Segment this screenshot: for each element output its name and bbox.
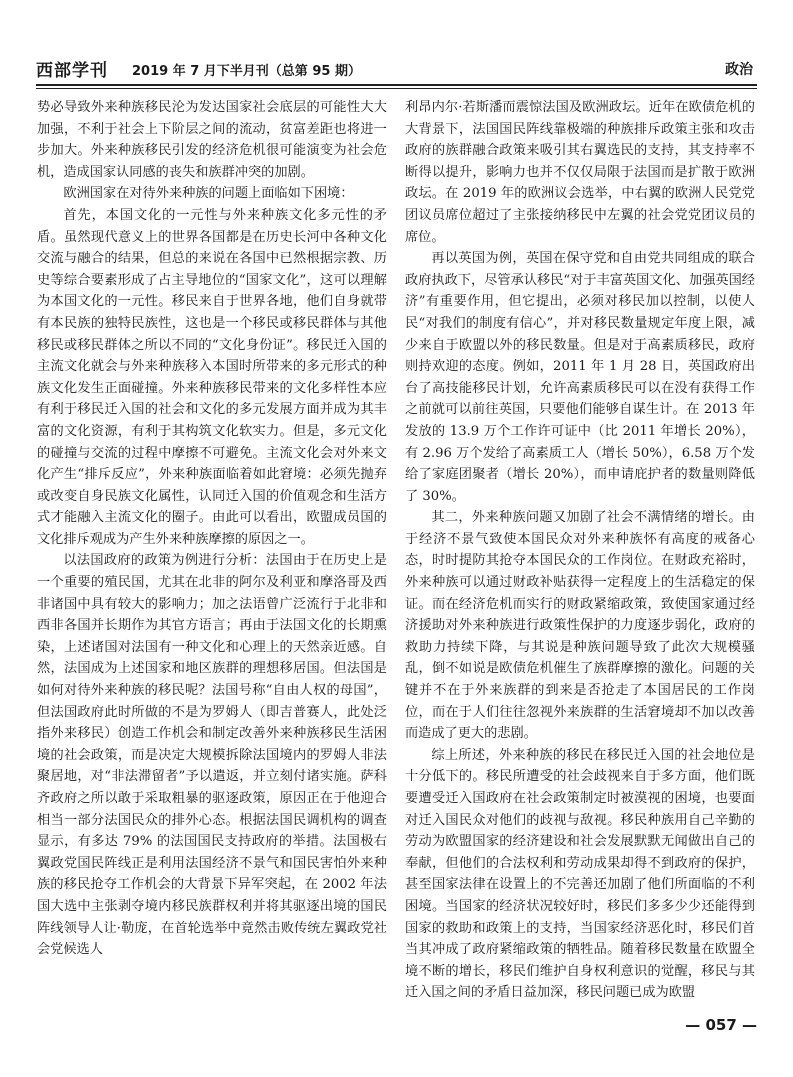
paragraph: 势必导致外来种族移民沦为发达国家社会底层的可能性大大加强，不利于社会上下阶层之间的流动，贫富差距也将进一步加大。外来种族移民引发的经济危机很可能演变为社会危机，造成国家认同感的丧失和族群冲突的加剧。 [37,100,387,180]
paragraph: 再以英国为例，英国在保守党和自由党共同组成的联合政府执政下，尽管承认移民“对于丰富英国文化、加强英国经济”有重要作用，但它提出，必须对移民加以控制，以使人民“对我们的制度有信心”，并对移民数量规定年度上限，减少来自于欧盟以外的移民数量。但是对于高素质移民，政府则持欢迎的态度。例如，2011 年 1 月 28 日，英国政府出台了高技能移民计划，允许高素质移民可以在没有获得工作之前就可以前往英国，只要他们能够自谋生计。在 2013 年发放的 13.9 万个工作许可证中（比 2011 年增长 20%），有 2.96 万个发给了高素质工人（增长 50%），6.58 万个发给了家庭团聚者（增长 20%），而申请庇护者的数量则降低了 30%。 [405,251,755,504]
paragraph: 综上所述，外来种族的移民在移民迁入国的社会地位是十分低下的。移民所遭受的社会歧视来自于多方面，他们既要遭受迁入国政府在社会政策制定时被漠视的困境，也要面对迁入国民众对他们的歧视与敌视。移民种族用自己辛勤的劳动为欧盟国家的经济建设和社会发展默默无闻做出自己的奉献，但他们的合法权利和劳动成果却得不到政府的保护，甚至国家法律在设置上的不完善还加剧了他们所面临的不利困境。当国家的经济状况较好时，移民们多多少少还能得到国家的救助和政策上的支持，当国家经济恶化时，移民们首当其冲成了政府紧缩政策的牺牲品。随着移民数量在欧盟全境不断的增长，移民们维护自身权利意识的觉醒，移民与其迁入国之间的矛盾日益加深，移民问题已成为欧盟 [405,747,755,1001]
page-header [36,52,757,82]
header-rule-thin [36,88,757,89]
journal-masthead: 西部学刊 [36,61,108,81]
paragraph: 首先，本国文化的一元性与外来种族文化多元性的矛盾。虽然现代意义上的世界各国都是在历史长河中各种文化交流与融合的结果，但总的来说在各国中已然根据宗教、历史等综合要素形成了占主导地位的“国家文化”，这可以理解为本国文化的一元性。移民来自于世界各地，他们自身就带有本民族的独特民族性，这也是一个移民或移民群体与其他移民或移民群体之所以不同的“文化身份证”。移民迁入国的主流文化就会与外来种族移入本国时所带来的多元形式的种族文化发生正面碰撞。外来种族移民带来的文化多样性本应有利于移民迁入国的社会和文化的多元发展方面并成为其丰富的文化资源，有利于其构筑文化软实力。但是，多元文化的碰撞与交流的过程中摩擦不可避免。主流文化会对外来文化产生“排斥反应”，外来种族面临着如此窘境：必须先抛弃或改变自身民族文化属性，认同迁入国的价值观念和生活方式才能融入主流文化的圈子。由此可以看出，欧盟成员国的文化排斥观成为产生外来种族摩擦的原因之一。 [37,207,387,547]
header-rule [36,84,757,86]
left-column [37,97,387,961]
page-number: — 057 — [685,1016,757,1034]
paragraph: 利昂内尔·若斯潘而震惊法国及欧洲政坛。近年在欧债危机的大背景下，法国国民阵线靠极端的种族排斥政策主张和攻击政府的族群融合政策来吸引其右翼选民的支持，其支持率不断得以提升，影响力也并不仅仅局限于法国而是扩散于欧洲政坛。在 2019 年的欧洲议会选举，中右翼的欧洲人民党党团议员席位超过了主张接纳移民中左翼的社会党党团议员的席位。 [405,100,755,245]
paragraph: 以法国政府的政策为例进行分析：法国由于在历史上是一个重要的殖民国，尤其在北非的阿尔及利亚和摩洛哥及西非诸国中具有较大的影响力；加之法语曾广泛流行于北非和西非各国并长期作为其官方语言；再由于法国文化的长期熏染，上述诸国对法国有一种文化和心理上的天然亲近感。自然，法国成为上述国家和地区族群的理想移居国。但法国是如何对待外来种族的移民呢？法国号称“自由人权的母国”，但法国政府此时所做的不是为罗姆人（即吉普赛人，此处泛指外来移民）创造工作机会和制定改善外来种族移民生活困境的社会政策，而是决定大规模拆除法国境内的罗姆人非法聚居地，对“非法滞留者”予以遣返，并立刻付诸实施。萨科齐政府之所以敢于采取粗暴的驱逐政策，原因正在于他迎合相当一部分法国民众的排外心态。根据法国民调机构的调查显示，有多达 79% 的法国国民支持政府的举措。法国极右翼政党国民阵线正是利用法国经济不景气和国民害怕外来种族的移民抢夺工作机会的大背景下异军突起，在 2002 年法国大选中主张剥夺境内移民族群权利并将其驱逐出境的国民阵线领导人让·勒庞，在首轮选举中竟然击败传统左翼政党社会党候选人 [37,553,387,958]
issue-info: 2019 年 7 月下半月刊（总第 95 期） [132,64,361,79]
paragraph: 其二，外来种族问题又加剧了社会不满情绪的增长。由于经济不景气致使本国民众对外来种族怀有高度的戒备心态，时时提防其抢夺本国民众的工作岗位。在财政充裕时，外来种族可以通过财政补贴获得一定程度上的生活稳定的保证。而在经济危机而实行的财政紧缩政策，致使国家通过经济援助对外来种族进行政策性保护的力度逐步弱化，政府的救助力持续下降，与其说是种族问题导致了此次大规模骚乱，倒不如说是欧债危机催生了族群摩擦的激化。问题的关键并不在于外来族群的到来是否抢走了本国居民的工作岗位，而在于人们往往忽视外来族群的生活窘境却不加以改善而造成了更大的悲剧。 [405,510,755,742]
section-label: 政治 [725,62,753,78]
paragraph: 欧洲国家在对待外来种族的问题上面临如下困境： [63,186,354,202]
right-column [405,97,755,1004]
